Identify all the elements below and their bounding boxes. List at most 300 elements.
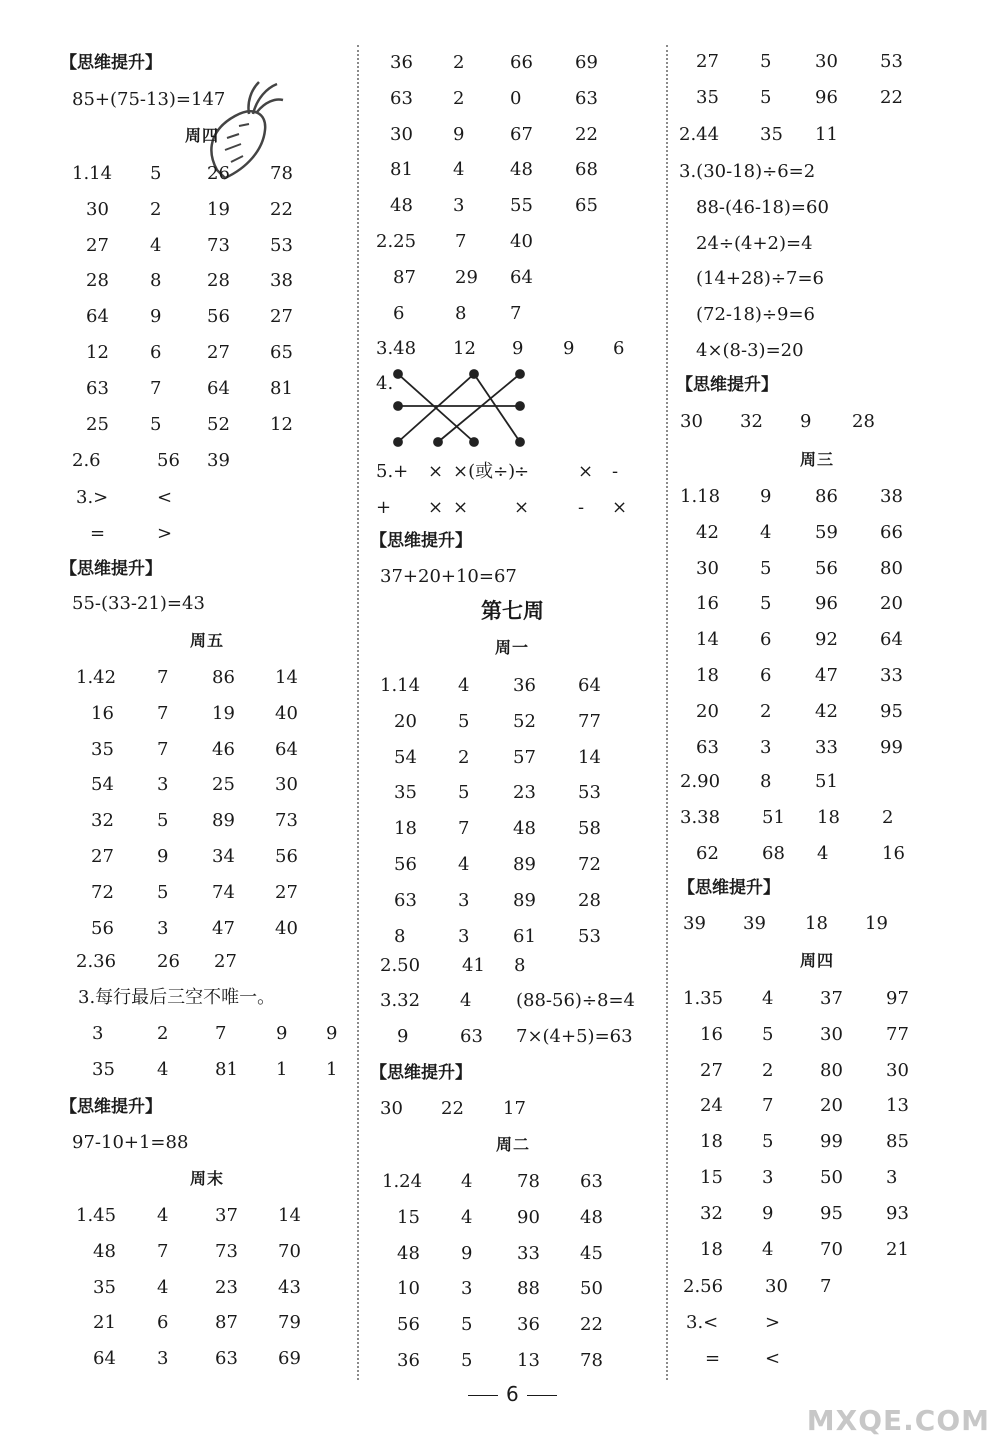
answer-cell: 64 xyxy=(93,1348,116,1370)
answer-cell: 35 xyxy=(93,1276,116,1298)
answer-cell: 73 xyxy=(207,234,230,256)
answer-cell: 4 xyxy=(453,159,465,181)
answer-cell: 99 xyxy=(880,736,903,758)
answer-cell: 40 xyxy=(510,231,533,252)
answer-cell: 3 xyxy=(760,736,772,758)
answer-cell: 14 xyxy=(578,746,601,768)
answer-cell: 18 xyxy=(394,818,417,840)
answer-cell: 5 xyxy=(157,881,169,903)
answer-cell: 20 xyxy=(394,710,417,732)
equation: 55-(33-21)=43 xyxy=(72,593,205,614)
answer-cell: 28 xyxy=(578,889,601,911)
answer-cell: 2.6 xyxy=(72,450,101,471)
answer-cell: 7 xyxy=(157,738,169,760)
answer-cell: 27 xyxy=(700,1059,723,1081)
answer-cell: 27 xyxy=(91,846,114,867)
answer-cell: 65 xyxy=(270,342,293,363)
answer-cell: 8 xyxy=(760,771,772,792)
answer-cell: 77 xyxy=(886,1023,909,1045)
day-heading: 周一 xyxy=(495,638,530,657)
answer-cell: 64 xyxy=(578,675,601,696)
answer-cell: 7 xyxy=(157,1240,169,1262)
answer-cell: 9 xyxy=(760,486,772,507)
answer-cell: 99 xyxy=(820,1131,843,1153)
answer-cell: 2.25 xyxy=(376,231,417,252)
answer-cell: + xyxy=(376,496,392,518)
answer-cell: 4 xyxy=(760,521,772,543)
answer-cell: 48 xyxy=(390,195,413,217)
answer-cell: 2 xyxy=(453,52,465,73)
answer-cell: 20 xyxy=(696,700,719,722)
answer-cell: 28 xyxy=(86,270,109,292)
answer-cell: 39 xyxy=(683,913,706,934)
answer-cell: 72 xyxy=(578,854,601,875)
answer-cell: < xyxy=(157,487,173,508)
answer-cell: 39 xyxy=(207,450,230,471)
answer-cell: × xyxy=(514,496,530,518)
answer-cell: 5 xyxy=(760,593,772,615)
answer-cell: < xyxy=(765,1347,781,1369)
answer-cell: × xyxy=(578,461,594,482)
answer-cell: 25 xyxy=(86,413,109,435)
answer-cell: 29 xyxy=(455,266,478,288)
answer-cell: 48 xyxy=(580,1206,603,1228)
answer-cell: 63 xyxy=(390,87,413,109)
answer-cell: > xyxy=(765,1312,781,1333)
answer-cell: 7 xyxy=(215,1023,227,1044)
answer-cell: 3.32 xyxy=(380,990,421,1011)
answer-cell: 28 xyxy=(207,270,230,292)
answer-cell: 50 xyxy=(820,1167,843,1188)
answer-cell: 5 xyxy=(458,782,470,804)
answer-cell: 63 xyxy=(215,1348,238,1370)
answer-cell: 3.< xyxy=(686,1312,719,1333)
answer-cell: 18 xyxy=(700,1238,723,1260)
answer-cell: 3 xyxy=(157,917,169,939)
answer-cell: 1.14 xyxy=(72,163,113,184)
answer-cell: 7×(4+5)=63 xyxy=(516,1025,633,1047)
answer-cell: 54 xyxy=(394,746,417,768)
answer-cell: 51 xyxy=(815,771,838,792)
answer-cell: 5 xyxy=(150,413,162,435)
answer-cell: 69 xyxy=(575,52,598,73)
answer-cell: - xyxy=(612,461,619,482)
day-heading: 周四 xyxy=(800,951,835,970)
answer-cell: 6 xyxy=(393,302,405,324)
answer-cell: 38 xyxy=(880,486,903,507)
answer-cell: 69 xyxy=(278,1348,301,1370)
answer-cell: 7 xyxy=(458,818,470,840)
answer-cell: 72 xyxy=(91,881,114,903)
answer-cell: 30 xyxy=(815,51,838,72)
answer-cell: 62 xyxy=(696,842,719,864)
answer-cell: 43 xyxy=(278,1276,301,1298)
matching-diagram xyxy=(386,362,526,452)
answer-cell: 63 xyxy=(580,1171,603,1192)
answer-cell: 5.+ xyxy=(376,461,409,482)
answer-cell: = xyxy=(705,1347,721,1369)
answer-cell: 64 xyxy=(86,306,109,328)
column-divider xyxy=(666,45,668,1380)
answer-cell: 56 xyxy=(815,557,838,579)
answer-cell: 0 xyxy=(510,87,522,109)
answer-cell: 79 xyxy=(278,1312,301,1334)
answer-cell: 4 xyxy=(461,1206,473,1228)
answer-cell: 86 xyxy=(815,486,838,507)
answer-cell: 64 xyxy=(207,377,230,399)
answer-cell: 52 xyxy=(513,710,536,732)
answer-cell: 30 xyxy=(820,1023,843,1045)
answer-cell: 15 xyxy=(397,1206,420,1228)
answer-cell: 16 xyxy=(696,593,719,615)
answer-cell: 2 xyxy=(453,87,465,109)
answer-cell: × xyxy=(428,461,444,482)
answer-cell: 18 xyxy=(696,665,719,686)
answer-cell: 4 xyxy=(458,675,470,696)
answer-cell: 2.36 xyxy=(76,951,117,972)
answer-cell: ×(或÷) xyxy=(453,461,516,482)
section-heading: 【思维提升】 xyxy=(370,1063,472,1083)
answer-cell: 27 xyxy=(86,234,109,256)
answer-cell: 26 xyxy=(157,951,180,972)
answer-cell: 5 xyxy=(760,51,772,72)
day-heading: 周末 xyxy=(190,1169,225,1188)
answer-cell: 19 xyxy=(212,702,235,724)
answer-cell: 78 xyxy=(517,1171,540,1192)
answer-cell: 2 xyxy=(762,1059,774,1081)
answer-cell: 30 xyxy=(886,1059,909,1081)
answer-cell: 8 xyxy=(455,302,467,324)
answer-cell: 57 xyxy=(513,746,536,768)
answer-cell: × xyxy=(428,496,444,518)
answer-cell: 17 xyxy=(503,1098,526,1119)
answer-cell: 3 xyxy=(458,925,470,947)
answer-cell: 73 xyxy=(275,810,298,832)
answer-cell: 3 xyxy=(92,1023,104,1044)
answer-cell: 34 xyxy=(212,846,235,867)
answer-cell: 46 xyxy=(212,738,235,760)
answer-cell: 68 xyxy=(575,159,598,181)
equation: (72-18)÷9=6 xyxy=(696,304,816,326)
answer-cell: 50 xyxy=(580,1278,603,1300)
answer-cell: 5 xyxy=(762,1131,774,1153)
answer-cell: 22 xyxy=(270,198,293,220)
equation: 24÷(4+2)=4 xyxy=(696,232,813,254)
answer-cell: 85 xyxy=(886,1131,909,1153)
answer-cell: 18 xyxy=(805,913,828,934)
answer-cell: 52 xyxy=(207,413,230,435)
answer-cell: 2 xyxy=(882,807,894,828)
answer-cell: 2 xyxy=(150,198,162,220)
answer-cell: 14 xyxy=(275,667,298,688)
answer-cell: 13 xyxy=(517,1350,540,1371)
answer-cell: 35 xyxy=(92,1058,115,1080)
section-heading: 【思维提升】 xyxy=(370,531,472,551)
answer-cell: 56 xyxy=(394,854,417,875)
answer-cell: 63 xyxy=(86,377,109,399)
answer-cell: 30 xyxy=(696,557,719,579)
week-heading: 第七周 xyxy=(481,599,544,623)
answer-cell: 24 xyxy=(700,1095,723,1117)
answer-cell: 56 xyxy=(397,1314,420,1336)
answer-cell: 41 xyxy=(462,955,485,976)
answer-cell: 3 xyxy=(762,1167,774,1188)
answer-cell: 42 xyxy=(815,700,838,722)
answer-cell: 81 xyxy=(270,377,293,399)
answer-cell: ÷ xyxy=(514,461,530,482)
answer-cell: 14 xyxy=(696,629,719,651)
watermark: MXQE.COM xyxy=(806,1404,990,1437)
answer-cell: 3 xyxy=(886,1167,898,1188)
answer-cell: 6 xyxy=(613,338,625,359)
answer-cell: 16 xyxy=(91,702,114,724)
answer-cell: × xyxy=(612,496,628,518)
answer-cell: 27 xyxy=(696,51,719,72)
answer-cell: 9 xyxy=(461,1242,473,1264)
answer-cell: 97 xyxy=(886,988,909,1009)
answer-cell: 33 xyxy=(815,736,838,758)
answer-cell: 30 xyxy=(275,774,298,796)
answer-cell: 10 xyxy=(397,1278,420,1300)
answer-cell: × xyxy=(453,496,469,518)
answer-cell: 53 xyxy=(578,925,601,947)
answer-cell: 68 xyxy=(762,842,785,864)
answer-cell: 22 xyxy=(580,1314,603,1336)
answer-cell: 36 xyxy=(513,675,536,696)
answer-cell: 33 xyxy=(517,1242,540,1264)
answer-cell: 4 xyxy=(817,842,829,864)
answer-cell: 3.38 xyxy=(680,807,721,828)
answer-cell: 95 xyxy=(880,700,903,722)
day-heading: 周五 xyxy=(190,631,225,650)
page-number: 6 xyxy=(460,1382,565,1406)
answer-cell: 81 xyxy=(390,159,413,181)
answer-cell: 78 xyxy=(580,1350,603,1371)
answer-cell: 5 xyxy=(760,557,772,579)
answer-cell: 5 xyxy=(150,163,162,184)
answer-cell: 9 xyxy=(397,1025,409,1047)
answer-cell: = xyxy=(90,522,106,544)
answer-cell: 4 xyxy=(762,988,774,1009)
answer-cell: 6 xyxy=(760,665,772,686)
answer-cell: 20 xyxy=(880,593,903,615)
answer-cell: 4 xyxy=(460,990,472,1011)
answer-cell: 35 xyxy=(394,782,417,804)
answer-cell: 2 xyxy=(157,1023,169,1044)
answer-cell: 21 xyxy=(886,1238,909,1260)
answer-cell: 27 xyxy=(207,342,230,363)
answer-cell: 87 xyxy=(393,266,416,288)
answer-cell: 7 xyxy=(510,302,522,324)
equation: 97-10+1=88 xyxy=(72,1132,189,1153)
answer-cell: 5 xyxy=(461,1314,473,1336)
answer-cell: 7 xyxy=(455,231,467,252)
day-heading: 周二 xyxy=(496,1135,531,1154)
answer-cell: 2 xyxy=(458,746,470,768)
answer-cell: 18 xyxy=(700,1131,723,1153)
answer-cell: 8 xyxy=(150,270,162,292)
section-heading: 【思维提升】 xyxy=(678,878,780,898)
answer-cell: 4 xyxy=(461,1171,473,1192)
answer-cell: 64 xyxy=(275,738,298,760)
answer-cell: 1.14 xyxy=(380,675,421,696)
answer-cell: 51 xyxy=(762,807,785,828)
answer-cell: 89 xyxy=(513,889,536,911)
answer-cell: 7 xyxy=(820,1276,832,1297)
answer-cell: 30 xyxy=(86,198,109,220)
answer-cell: 2.90 xyxy=(680,771,721,792)
answer-cell: 19 xyxy=(207,198,230,220)
answer-cell: 78 xyxy=(270,163,293,184)
answer-cell: 12 xyxy=(86,342,109,363)
answer-cell: 65 xyxy=(575,195,598,217)
answer-cell: 22 xyxy=(441,1098,464,1119)
answer-cell: 9 xyxy=(512,338,524,359)
answer-cell: 12 xyxy=(453,338,476,359)
answer-cell: 25 xyxy=(212,774,235,796)
answer-cell: 26 xyxy=(207,163,230,184)
answer-cell: 9 xyxy=(150,306,162,328)
answer-cell: 6 xyxy=(150,342,162,363)
answer-cell: 40 xyxy=(275,702,298,724)
section-heading: 【思维提升】 xyxy=(60,559,162,579)
answer-cell: 53 xyxy=(578,782,601,804)
answer-cell: 73 xyxy=(215,1240,238,1262)
answer-cell: 32 xyxy=(700,1202,723,1224)
answer-cell: 5 xyxy=(157,810,169,832)
answer-cell: 59 xyxy=(815,521,838,543)
answer-cell: 37 xyxy=(820,988,843,1009)
answer-cell: 16 xyxy=(882,842,905,864)
answer-cell: 22 xyxy=(575,123,598,145)
section-heading: 【思维提升】 xyxy=(60,1097,162,1117)
answer-cell: (88-56)÷8=4 xyxy=(516,990,636,1011)
answer-cell: 1.18 xyxy=(680,486,721,507)
answer-cell: 1.35 xyxy=(683,988,724,1009)
answer-cell: 30 xyxy=(765,1276,788,1297)
answer-cell: 12 xyxy=(270,413,293,435)
answer-cell: 9 xyxy=(326,1023,338,1044)
answer-cell: 66 xyxy=(880,521,903,543)
answer-cell: 18 xyxy=(817,807,840,828)
answer-cell: 1.42 xyxy=(76,667,117,688)
answer-cell: 32 xyxy=(740,411,763,432)
answer-cell: 64 xyxy=(510,266,533,288)
answer-cell: 36 xyxy=(390,52,413,73)
equation: 85+(75-13)=147 xyxy=(72,89,226,110)
equation: 88-(46-18)=60 xyxy=(696,196,829,218)
answer-cell: 35 xyxy=(696,86,719,108)
answer-cell: 23 xyxy=(215,1276,238,1298)
answer-cell: 56 xyxy=(275,846,298,867)
answer-cell: 3 xyxy=(157,1348,169,1370)
answer-cell: 89 xyxy=(513,854,536,875)
answer-cell: 67 xyxy=(510,123,533,145)
answer-cell: 47 xyxy=(815,665,838,686)
answer-cell: 77 xyxy=(578,710,601,732)
answer-cell: 63 xyxy=(460,1025,483,1047)
day-heading: 周四 xyxy=(185,126,220,145)
answer-cell: 3 xyxy=(461,1278,473,1300)
answer-cell: 6 xyxy=(760,629,772,651)
answer-cell: 27 xyxy=(270,306,293,328)
answer-cell: 27 xyxy=(214,951,237,972)
answer-cell: 88 xyxy=(517,1278,540,1300)
answer-cell: 22 xyxy=(880,86,903,108)
answer-cell: 30 xyxy=(390,123,413,145)
answer-cell: 11 xyxy=(815,124,838,145)
answer-cell: 95 xyxy=(820,1202,843,1224)
answer-cell: 64 xyxy=(880,629,903,651)
answer-cell: 56 xyxy=(157,450,180,471)
answer-cell: 81 xyxy=(215,1058,238,1080)
answer-cell: 21 xyxy=(93,1312,116,1334)
answer-cell: 3.> xyxy=(76,487,109,508)
answer-cell: 9 xyxy=(276,1023,288,1044)
answer-cell: 70 xyxy=(820,1238,843,1260)
answer-cell: 4 xyxy=(458,854,470,875)
answer-cell: 48 xyxy=(93,1240,116,1262)
answer-cell: 32 xyxy=(91,810,114,832)
answer-cell: 5 xyxy=(762,1023,774,1045)
answer-cell: 63 xyxy=(696,736,719,758)
answer-cell: 20 xyxy=(820,1095,843,1117)
answer-cell: 1.45 xyxy=(76,1205,117,1226)
answer-cell: 38 xyxy=(270,270,293,292)
answer-cell: 1 xyxy=(276,1058,288,1080)
answer-cell: 35 xyxy=(760,124,783,145)
answer-cell: 9 xyxy=(563,338,575,359)
answer-cell: 61 xyxy=(513,925,536,947)
answer-cell: 53 xyxy=(880,51,903,72)
answer-cell: 9 xyxy=(157,846,169,867)
answer-cell: 74 xyxy=(212,881,235,903)
answer-cell: 96 xyxy=(815,86,838,108)
answer-cell: 92 xyxy=(815,629,838,651)
answer-cell: 9 xyxy=(762,1202,774,1224)
column-divider xyxy=(357,45,359,1380)
answer-cell: 36 xyxy=(397,1350,420,1371)
section-heading: 【思维提升】 xyxy=(60,53,162,73)
note: 3.每行最后三空不唯一。 xyxy=(78,987,276,1008)
day-heading: 周三 xyxy=(800,450,835,469)
answer-cell: 2 xyxy=(760,700,772,722)
answer-cell: 7 xyxy=(157,702,169,724)
answer-cell: 56 xyxy=(207,306,230,328)
answer-cell: 2.44 xyxy=(679,124,720,145)
answer-cell: 3 xyxy=(453,195,465,217)
answer-cell: 4 xyxy=(157,1276,169,1298)
answer-cell: 16 xyxy=(700,1023,723,1045)
answer-cell: 6 xyxy=(157,1312,169,1334)
answer-cell: 45 xyxy=(580,1242,603,1264)
answer-cell: 7 xyxy=(150,377,162,399)
answer-cell: 47 xyxy=(212,917,235,939)
answer-cell: 96 xyxy=(815,593,838,615)
answer-cell: 80 xyxy=(880,557,903,579)
answer-cell: 36 xyxy=(517,1314,540,1336)
equation: (14+28)÷7=6 xyxy=(696,268,825,290)
answer-cell: 58 xyxy=(578,818,601,840)
answer-cell: 37 xyxy=(215,1205,238,1226)
answer-cell: 63 xyxy=(394,889,417,911)
answer-cell: 1.24 xyxy=(382,1171,423,1192)
equation: 4×(8-3)=20 xyxy=(696,340,804,361)
answer-cell: 7 xyxy=(762,1095,774,1117)
question-label: 4. xyxy=(376,373,394,394)
answer-cell: > xyxy=(157,522,173,544)
answer-cell: - xyxy=(578,496,585,518)
